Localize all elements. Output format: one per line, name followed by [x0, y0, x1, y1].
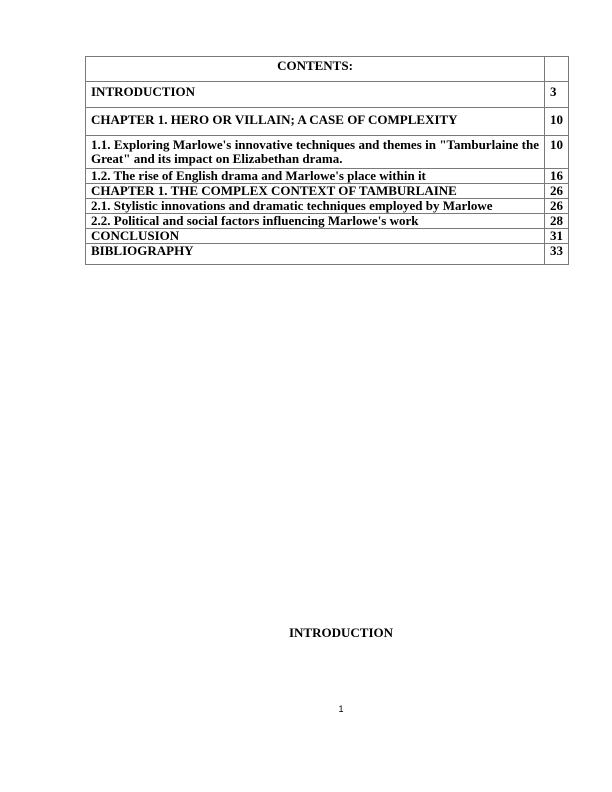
toc-entry-page: 26 [545, 184, 569, 199]
section-heading: INTRODUCTION [288, 625, 393, 640]
toc-entry-label: INTRODUCTION [86, 82, 545, 108]
toc-row-section-1-2 [86, 169, 569, 184]
toc-entry-label: CONCLUSION [86, 229, 545, 244]
toc-entry-label: CHAPTER 1. HERO OR VILLAIN; A CASE OF COMPLEXITY [86, 108, 545, 136]
toc-entry-label: 2.2. Political and social factors influencing Marlowe's work [86, 214, 545, 229]
toc-row-introduction [86, 82, 569, 108]
contents-heading-page-cell [545, 57, 569, 82]
toc-row-section-2-2 [86, 214, 569, 229]
contents-heading-row [86, 57, 569, 82]
toc-entry-label: 1.2. The rise of English drama and Marlowe's place within it [86, 169, 545, 184]
toc-row-bibliography [86, 244, 569, 265]
toc-entry-label: 2.1. Stylistic innovations and dramatic techniques employed by Marlowe [86, 199, 545, 214]
toc-entry-page: 16 [545, 169, 569, 184]
toc-entry-label: 1.1. Exploring Marlowe's innovative techniques and themes in "Tamburlaine the Great" and its impact on Elizabethan drama. [86, 136, 545, 169]
toc-row-section-1-1 [86, 136, 569, 169]
toc-row-chapter-1 [86, 108, 569, 136]
toc-row-section-2-1 [86, 199, 569, 214]
toc-entry-page: 26 [545, 199, 569, 214]
contents-heading: CONTENTS: [86, 57, 545, 82]
toc-entry-page: 10 [545, 108, 569, 136]
toc-entry-page: 3 [545, 82, 569, 108]
toc-row-conclusion [86, 229, 569, 244]
toc-entry-label: BIBLIOGRAPHY [86, 244, 545, 265]
toc-entry-page: 31 [545, 229, 569, 244]
table-of-contents [85, 56, 569, 265]
page-number: 1 [338, 704, 344, 714]
toc-row-chapter-2 [86, 184, 569, 199]
toc-entry-page: 28 [545, 214, 569, 229]
toc-entry-page: 10 [545, 136, 569, 169]
toc-entry-page: 33 [545, 244, 569, 265]
toc-entry-label: CHAPTER 1. THE COMPLEX CONTEXT OF TAMBURLAINE [86, 184, 545, 199]
